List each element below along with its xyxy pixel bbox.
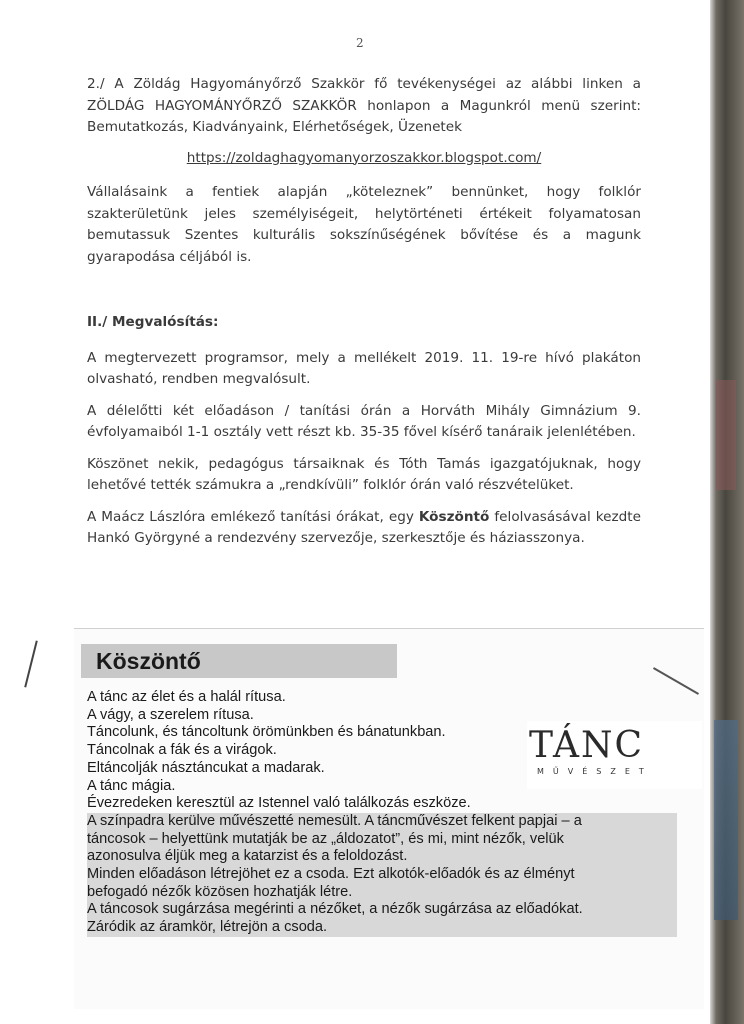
- poem-line: Táncolnak a fák és a virágok.: [87, 742, 277, 759]
- scanned-page-edge: [710, 0, 744, 1024]
- poem-line: Évezredeken keresztül az Istennel való találkozás eszköze.: [87, 795, 471, 812]
- poem-line: Záródik az áramkör, létrejön a csoda.: [87, 919, 677, 937]
- greeting-intro-bold: Köszöntő: [418, 508, 490, 525]
- poem-line: azonosulva éljük meg a katarzist és a feloldozást.: [87, 848, 677, 866]
- poem-line: Eltáncolják násztáncukat a madarak.: [87, 759, 325, 776]
- paragraph-thanks: Köszönet nekik, pedagógus társaiknak és Tóth Tamás igazgatójuknak, hogy lehetővé tették számukra a „rendkívüli” folklór órán való részvételüket.: [87, 455, 641, 493]
- document-body: [87, 74, 641, 550]
- greeting-intro-before: A Maácz Lászlóra emlékező tanítási órákat, egy: [87, 508, 419, 525]
- tanc-muveszet-logo: [527, 721, 702, 789]
- poem-line: A tánc mágia.: [87, 777, 176, 794]
- paragraph-commitments: Vállalásaink a fentiek alapján „köteleznek” bennünket, hogy folklór szakterületünk jeles személyiségeit, helytörténeti értékeit folyamatosan bemutassuk Szentes kulturális sokszínűségének bővítése és a magunk gyarapodása céljából is.: [87, 184, 641, 265]
- poem-line: befogadó nézők közösen hozhatják létre.: [87, 884, 677, 902]
- paragraph-greeting-intro: [87, 507, 641, 550]
- pen-mark-left: [24, 640, 38, 687]
- poem-line: Minden előadáson létrejöhet ez a csoda. Ezt alkotók-előadók és az élményt: [87, 866, 677, 884]
- page-number: 2: [356, 36, 364, 50]
- greeting-intro-after: felolvasásával kezdte Hankó Györgyné a rendezvény szervezője, szerkesztője és háziasszonya.: [87, 508, 641, 546]
- poem-line: A tánc az élet és a halál rítusa.: [87, 689, 286, 705]
- clipping-title: Köszöntő: [96, 648, 201, 674]
- poem-line: A vágy, a szerelem rítusa.: [87, 706, 254, 723]
- section-heading: II./ Megvalósítás:: [87, 314, 219, 330]
- website-link[interactable]: https://zoldaghagyomanyorzoszakkor.blogspot.com/: [186, 149, 542, 166]
- poem-line: táncosok – helyettünk mutatják be az „áldozatot”, és mi, mint nézők, velük: [87, 831, 677, 849]
- newspaper-clipping: [74, 628, 704, 1009]
- paragraph-program: A megtervezett programsor, mely a mellékelt 2019. 11. 19-re hívó plakáton olvasható, rendben megvalósult.: [87, 349, 641, 387]
- poem-line: A színpadra kerülve művészetté nemesült. A táncművészet felkent papjai – a: [87, 813, 677, 831]
- paragraph-lectures: A délelőtti két előadáson / tanítási órán a Horváth Mihály Gimnázium 9. évfolyamaiból 1-1 osztály vett részt kb. 35-35 fővel kísérő tanáraik jelenlétében.: [87, 402, 641, 440]
- logo-subtitle: MŰVÉSZET: [537, 767, 653, 776]
- poem-line: A táncosok sugárzása megérinti a nézőket, a nézők sugárzása az előadókat.: [87, 901, 677, 919]
- logo-word: TÁNC: [529, 725, 645, 766]
- paragraph-activities: 2./ A Zöldág Hagyományőrző Szakkör fő tevékenységei az alábbi linken a ZÖLDÁG HAGYOMÁNYŐRZŐ SZAKKÖR honlapon a Magunkról menü szerint: Bemutatkozás, Kiadványaink, Elérhetőségek, Üzenetek: [87, 76, 641, 135]
- poem-line: Táncolunk, és táncoltunk örömünkben és bánatunkban.: [87, 724, 446, 741]
